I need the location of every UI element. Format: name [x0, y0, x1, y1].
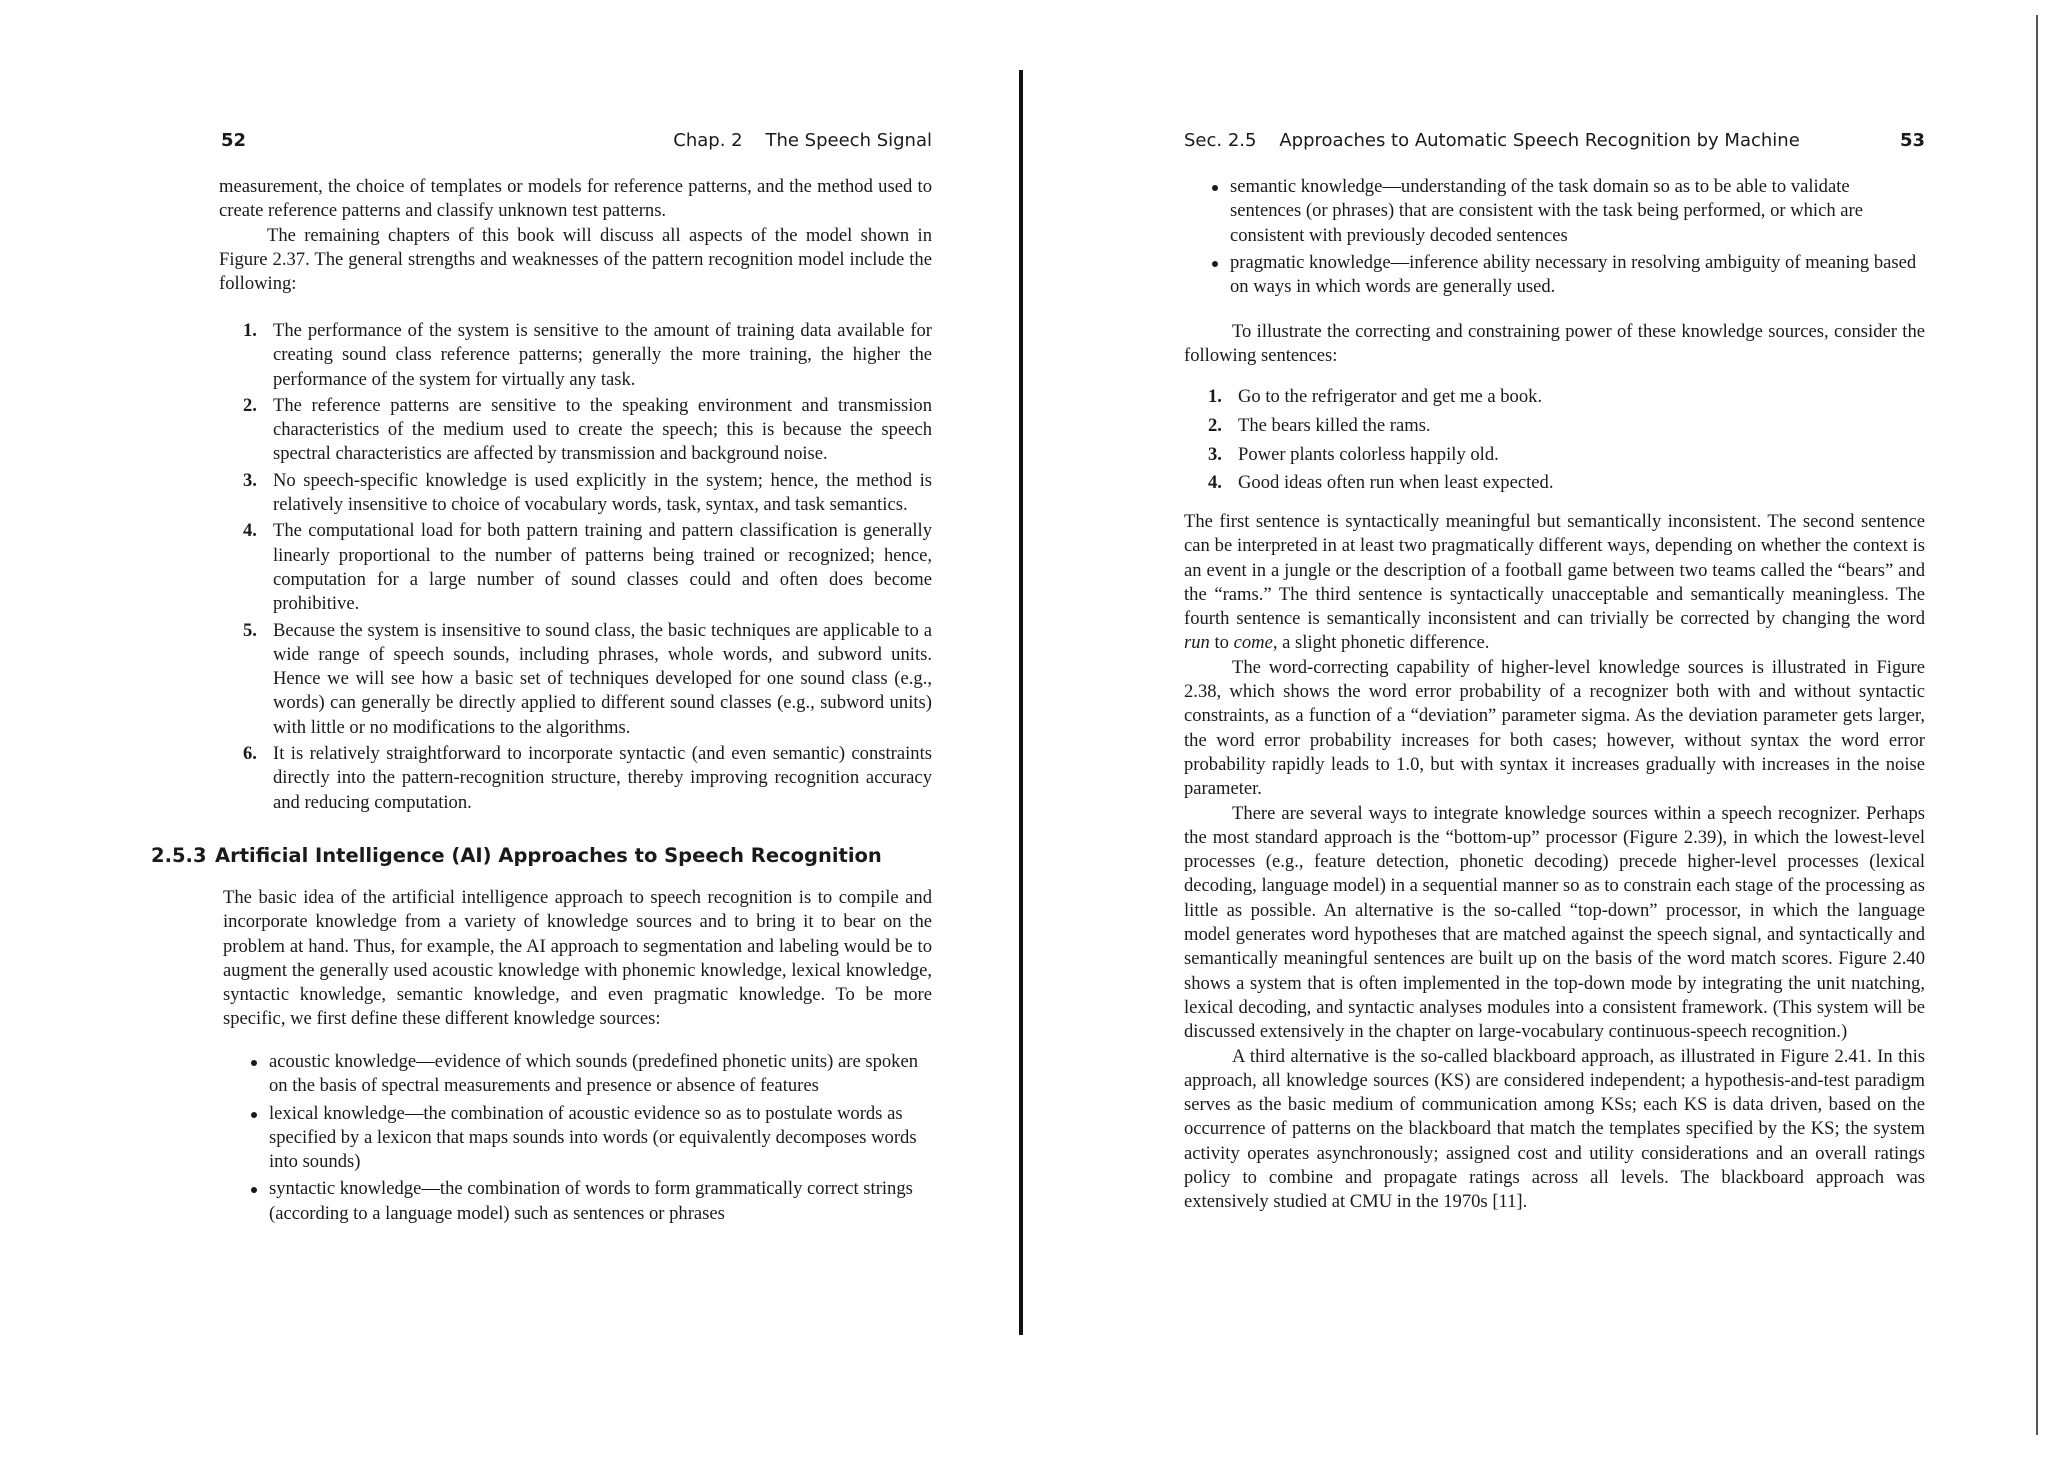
- bullet-text: semantic knowledge—understanding of the task domain so as to be able to validate sentences (or phrases) that are consistent with the task being performed, or which are consistent with previously decoded sentences: [1230, 176, 1863, 246]
- list-item: [243, 394, 932, 467]
- list-item: [1208, 385, 1925, 409]
- item-number: 5.: [243, 619, 257, 641]
- list-item: [1208, 414, 1925, 438]
- list-item: [243, 619, 932, 740]
- strengths-weaknesses-list: [243, 319, 932, 817]
- text-run: , a slight phonetic difference.: [1272, 632, 1490, 654]
- bullet-icon: [1212, 261, 1218, 267]
- paragraph: The remaining chapters of this book will discuss all aspects of the model shown in Figure 2.37. The general strengths and weaknesses of the pattern recognition model include the following:: [219, 224, 932, 295]
- item-number: 3.: [1208, 443, 1222, 465]
- section-number: 2.5.3: [151, 844, 207, 867]
- bullet-text: syntactic knowledge—the combination of words to form grammatically correct strings (according to a language model) such as sentences or phrases: [269, 1178, 913, 1224]
- paragraph: measurement, the choice of templates or models for reference patterns, and the method used to create reference patterns and classify unknown test patterns.: [219, 176, 932, 222]
- item-number: 2.: [1208, 414, 1222, 436]
- bullet-text: pragmatic knowledge—inference ability necessary in resolving ambiguity of meaning based on ways in which words are generally used.: [1230, 251, 1917, 298]
- list-item: [1208, 471, 1925, 495]
- bullet-item: [247, 1177, 932, 1226]
- list-item: [243, 519, 932, 616]
- list-item: [243, 319, 932, 392]
- item-number: 6.: [243, 743, 257, 765]
- section-title: Artificial Intelligence (AI) Approaches to Speech Recognition: [215, 844, 882, 867]
- italic-word: come: [1233, 632, 1273, 654]
- bullet-icon: [251, 1060, 257, 1066]
- left-body-top: [219, 175, 932, 296]
- paragraph: [1184, 510, 1925, 656]
- bullet-item: [1208, 175, 1925, 248]
- knowledge-sources-list: [247, 1050, 932, 1229]
- bullet-text: lexical knowledge—the combination of acoustic evidence so as to postulate words as specified by a lexicon that maps sounds into words (or equivalently decomposes words into sounds): [269, 1102, 917, 1173]
- item-text: The computational load for both pattern training and pattern classification is generally linearly proportional to the number of patterns being trained or recognized; hence, computation for a large number of sound classes could and often does become prohibitive.: [273, 520, 932, 615]
- item-number: 1.: [1208, 386, 1222, 407]
- page-number: 52: [221, 130, 247, 151]
- text-run: to: [1209, 632, 1234, 654]
- item-text: The bears killed the rams.: [1238, 414, 1431, 436]
- item-text: The reference patterns are sensitive to the speaking environment and transmission characteristics of the medium used to create the speech; this is because the speech spectral characteristics are affected by transmission and background noise.: [273, 394, 932, 465]
- bullet-icon: [251, 1112, 257, 1118]
- left-page: [0, 0, 1020, 1461]
- list-item: [1208, 443, 1925, 467]
- item-number: 4.: [1208, 472, 1222, 494]
- item-number: 3.: [243, 469, 257, 491]
- illustrate-paragraph: [1184, 320, 1925, 369]
- paragraph: To illustrate the correcting and constraining power of these knowledge sources, consider the following sentences:: [1184, 321, 1925, 367]
- item-text: It is relatively straightforward to incorporate syntactic (and even semantic) constraints directly into the pattern-recognition structure, thereby improving recognition accuracy and reducing computation.: [273, 743, 932, 813]
- paragraph: The basic idea of the artificial intelligence approach to speech recognition is to compile and incorporate knowledge from a variety of knowledge sources and to bring it to bear on the problem at hand. Thus, for example, the AI approach to segmentation and labeling would be to augment the generally used acoustic knowledge with phonemic knowledge, lexical knowledge, syntactic knowledge, semantic knowledge, and even pragmatic knowledge. To be more specific, we first define these different knowledge sources:: [223, 887, 932, 1030]
- bullet-icon: [251, 1187, 257, 1193]
- item-text: Good ideas often run when least expected.: [1238, 472, 1554, 494]
- item-number: 4.: [243, 520, 257, 542]
- example-sentences-list: [1208, 385, 1925, 500]
- item-number: 1.: [243, 320, 257, 341]
- bullet-icon: [1212, 185, 1218, 191]
- section-paragraph: [223, 886, 932, 1032]
- item-text: Power plants colorless happily old.: [1238, 443, 1499, 465]
- paragraph: The word-correcting capability of higher-level knowledge sources is illustrated in Figure 2.38, which shows the word error probability of a recognizer both with and without syntactic constraints, as a function of a “deviation” parameter sigma. As the deviation parameter gets larger, the word error probability increases for both cases; however, without syntax the word error probability rapidly leads to 1.0, but with syntax it increases gradually with increases in the noise parameter.: [1184, 656, 1925, 800]
- list-item: [243, 469, 932, 518]
- running-head: Sec. 2.5 Approaches to Automatic Speech Recognition by Machine: [1184, 130, 1800, 151]
- bullet-item: [247, 1102, 932, 1175]
- book-spine: [1019, 70, 1023, 1335]
- right-page: [1030, 0, 2048, 1461]
- bullet-text: acoustic knowledge—evidence of which sounds (predefined phonetic units) are spoken on the basis of spectral measurements and presence or absence of features: [269, 1051, 919, 1097]
- page-number: 53: [1899, 130, 1925, 151]
- paragraph: A third alternative is the so-called blackboard approach, as illustrated in Figure 2.41. In this approach, all knowledge sources (KS) are considered independent; a hypothesis-and-test paradigm serves as the basic medium of communication among KSs; each KS is data driven, based on the occurrence of patterns on the blackboard that match the templates specified by the KS; the system activity operates asynchronously; assigned cost and utility considerations and an overall ratings policy to combine and propagate ratings across all levels. The blackboard approach was extensively studied at CMU in the 1970s [11].: [1184, 1045, 1925, 1213]
- paragraph: There are several ways to integrate knowledge sources within a speech recognizer. Perhaps the most standard approach is the “bottom-up” processor (Figure 2.39), in which the lowest-level processes (e.g., feature detection, phonetic decoding) precede higher-level processes (lexical decoding, language model) in a sequential manner so as to constrain each stage of the processing as little as possible. An alternative is the so-called “top-down” processor, in which the language model generates word hypotheses that are matched against the speech signal, and syntactically and semantically meaningful sentences are built up on the basis of the word match scores. Figure 2.40 shows a system that is often implemented in the top-down mode by integrating the unit nıatching, lexical decoding, and syntactic analyses modules into a consistent framework. (This system will be discussed extensively in the chapter on large-vocabulary continuous-speech recognition.): [1184, 802, 1925, 1043]
- item-text: Because the system is insensitive to sound class, the basic techniques are applicable to a wide range of speech sounds, including phrases, whole words, and subword units. Hence we will see how a basic set of techniques developed for one sound class (e.g., words) can generally be directly applied to different sound classes (e.g., subword units) with little or no modifications to the algorithms.: [273, 619, 932, 738]
- list-item: [243, 742, 932, 815]
- item-number: 2.: [243, 394, 257, 416]
- running-head: Chap. 2 The Speech Signal: [673, 130, 932, 151]
- italic-word: run: [1184, 632, 1210, 654]
- section-heading: [151, 843, 882, 869]
- item-text: The performance of the system is sensitive to the amount of training data available for creating sound class reference patterns; generally the more training, the higher the performance of the system for virtually any task.: [273, 320, 932, 390]
- knowledge-sources-list-continued: [1208, 175, 1925, 302]
- text-run: The first sentence is syntactically meaningful but semantically inconsistent. The second sentence can be interpreted in at least two pragmatically different ways, depending on whether the context is an event in a jungle or the description of a football game between two teams called the “bears” and the “rams.” The third sentence is syntactically unacceptable and semantically meaningless. The fourth sentence is semantically inconsistent and can trivially be corrected by changing the word: [1184, 511, 1925, 630]
- bullet-item: [1208, 251, 1925, 300]
- item-text: Go to the refrigerator and get me a book.: [1238, 386, 1543, 407]
- item-text: No speech-specific knowledge is used explicitly in the system; hence, the method is relatively insensitive to choice of vocabulary words, task, syntax, and task semantics.: [273, 469, 932, 516]
- page-edge-line: [2036, 15, 2038, 1435]
- right-body: [1184, 510, 1925, 1215]
- bullet-item: [247, 1050, 932, 1099]
